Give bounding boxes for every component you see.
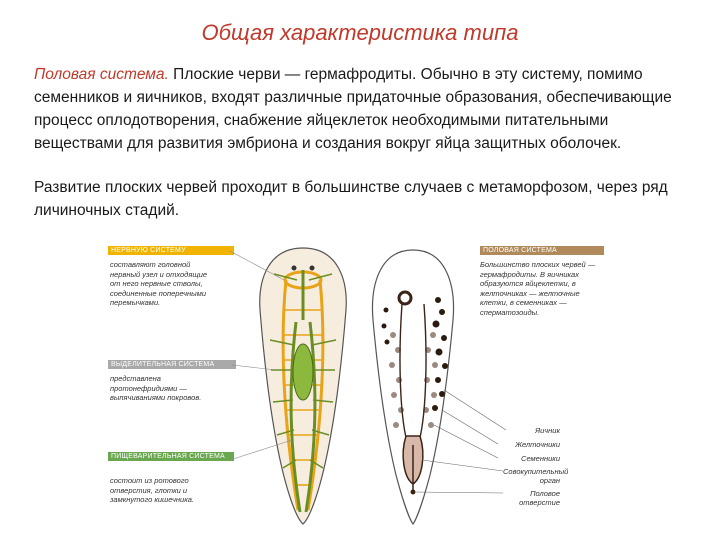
worm-drawings — [108, 240, 608, 530]
tag-reproductive-system: ПОЛОВАЯ СИСТЕМА — [480, 246, 604, 255]
tag-digestive-system: ПИЩЕВАРИТЕЛЬНАЯ СИСТЕМА — [108, 452, 234, 461]
label-copulatory-organ: Совокупительный орган — [503, 467, 569, 485]
left-worm-diagram — [230, 248, 346, 524]
label-genital-pore: Половое отверстие — [519, 489, 560, 507]
label-ovary: Яичник — [534, 426, 560, 435]
flatworm-anatomy-figure — [108, 240, 608, 530]
label-digestive-system: состоит из ротового отверстия, глотки и замкнутого кишечника. — [110, 476, 195, 504]
paragraph-lead: Половая система. — [34, 66, 169, 83]
paragraph-development: Развитие плоских червей проходит в большинстве случаев с метаморфозом, через ряд личиночных стадий. — [34, 179, 668, 219]
label-excretory-system: представлена протонефридиями — выпячиваниями покровов. — [110, 374, 202, 402]
tag-excretory-system: ВЫДЕЛИТЕЛЬНАЯ СИСТЕМА — [108, 360, 236, 369]
label-vitellaria: Желточники — [515, 440, 560, 449]
label-reproductive-system: Большинство плоских червей — гермафродиты. В яичниках образуются яйцеклетки, в желточниках — желточные клетки, в семенниках — сперматозоиды. — [480, 260, 596, 317]
page-title: Общая характеристика типа — [201, 20, 519, 45]
right-worm-diagram — [372, 250, 506, 524]
paragraph-body: Плоские черви — гермафродиты. Обычно в эту систему, помимо семенников и яичников, входят различные придаточные образования, обеспечивающие процесс оплодотворения, снабжение яйцеклеток необходимыми питательными веществами для развития эмбриона и создания вокруг яйца защитных оболочек. — [34, 66, 672, 152]
tag-nervous-system: НЕРВНУЮ СИСТЕМУ — [108, 246, 234, 255]
label-nervous-system: составляют головной нервный узел и отходящие от него нервные стволы, соединенные поперечными перемычками. — [110, 260, 208, 307]
label-testes: Семенники — [521, 454, 560, 463]
paragraph-reproductive-system — [34, 63, 684, 155]
